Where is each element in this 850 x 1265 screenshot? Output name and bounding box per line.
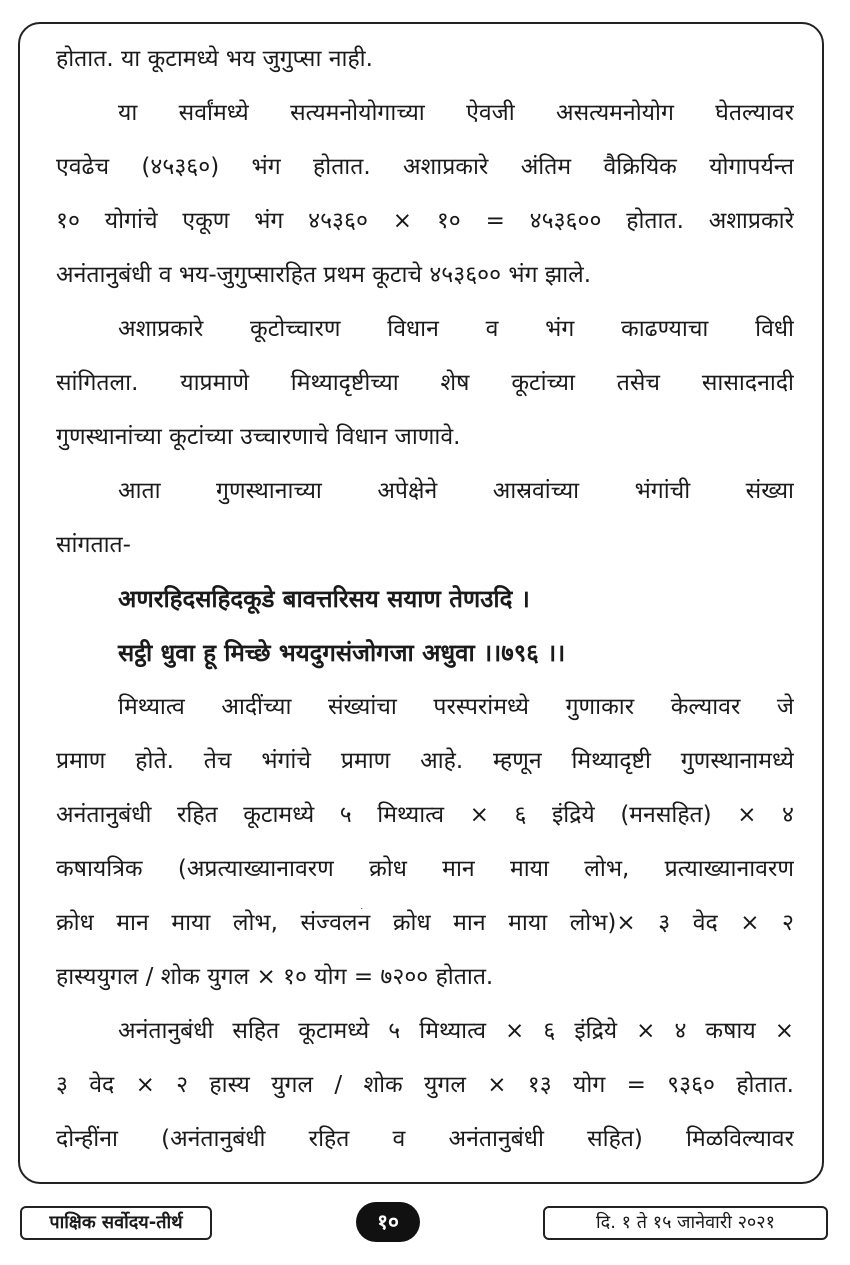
- verse-line: अणरहिदसहिदकूडे बावत्तरिसय सयाण तेणउदि ।: [118, 585, 530, 613]
- page-body: [56, 44, 794, 1178]
- paragraph-start: आता गुणस्थानाच्या अपेक्षेने आस्रवांच्या भंगांची संख्या: [118, 478, 794, 504]
- arrow-annotated-word: संज्वलन: [300, 910, 371, 936]
- text-line: अनंतानुबंधी रहित कूटामध्ये ५ मिथ्यात्व × ६ इंद्रिये (मनसहित) × ४: [56, 802, 794, 828]
- text-line: हास्ययुगल / शोक युगल × १० योग = ७२०० होतात.: [56, 964, 494, 990]
- text-line: १० योगांचे एकूण भंग ४५३६० × १० = ४५३६०० होतात. अशाप्रकारे: [56, 208, 794, 234]
- page-number: १०: [356, 1202, 420, 1242]
- paragraph-start: मिथ्यात्व आदींच्या संख्यांचा परस्परांमध्ये गुणाकार केल्यावर जे: [118, 694, 794, 720]
- text-line: सांगितला. याप्रमाणे मिथ्यादृष्टीच्या शेष कूटांच्या तसेच सासादनादी: [56, 370, 794, 396]
- magazine-name: पाक्षिक सर्वोदय-तीर्थ: [20, 1206, 212, 1240]
- text-line: अनंतानुबंधी व भय-जुगुप्सारहित प्रथम कूटाचे ४५३६०० भंग झाले.: [56, 262, 592, 288]
- text-line: प्रमाण होते. तेच भंगांचे प्रमाण आहे. म्हणून मिथ्यादृष्टी गुणस्थानामध्ये: [56, 748, 794, 774]
- text-line: ३ वेद × २ हास्य युगल / शोक युगल × १३ योग = ९३६० होतात.: [56, 1072, 794, 1098]
- verse-line: सट्ठी धुवा हू मिच्छे भयदुगसंजोगजा अधुवा ।।७९६ ।।: [118, 639, 566, 667]
- paragraph-start: अशाप्रकारे कूटोच्चारण विधान व भंग काढण्याचा विधी: [118, 316, 794, 342]
- text-segment: क्रोध मान माया लोभ)× ३ वेद × २: [370, 910, 794, 936]
- text-line: कषायत्रिक (अप्रत्याख्यानावरण क्रोध मान माया लोभ, प्रत्याख्यानावरण: [56, 856, 794, 882]
- issue-date: दि. १ ते १५ जानेवारी २०२१: [543, 1206, 828, 1240]
- paragraph-start: अनंतानुबंधी सहित कूटामध्ये ५ मिथ्यात्व × ६ इंद्रिये × ४ कषाय ×: [118, 1018, 794, 1044]
- text-line: सांगतात-: [56, 532, 131, 558]
- text-segment: क्रोध मान माया लोभ,: [56, 910, 301, 936]
- text-line: दोन्हींना (अनंतानुबंधी रहित व अनंतानुबंधी सहित) मिळविल्यावर: [56, 1126, 794, 1152]
- text-line: एवढेच (४५३६०) भंग होतात. अशाप्रकारे अंतिम वैक्रियिक योगापर्यन्त: [56, 154, 794, 180]
- text-line: [56, 908, 794, 962]
- paragraph-start: या सर्वांमध्ये सत्यमनोयोगाच्या ऐवजी असत्यमनोयोग घेतल्यावर: [118, 100, 794, 126]
- text-line: होतात. या कूटामध्ये भय जुगुप्सा नाही.: [56, 46, 373, 72]
- text-line: गुणस्थानांच्या कूटांच्या उच्चारणाचे विधान जाणावे.: [56, 424, 461, 450]
